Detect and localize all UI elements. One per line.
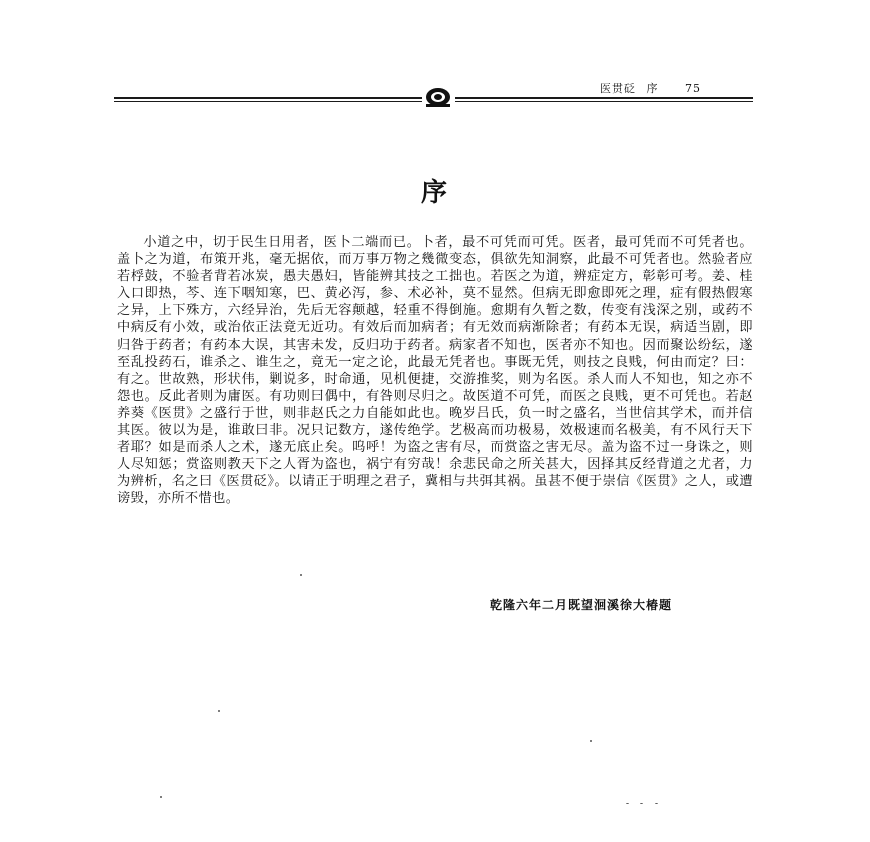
scan-speck [160, 796, 162, 798]
header-rule-right [455, 97, 753, 99]
scan-speck [218, 710, 220, 712]
header-rule-left [114, 97, 422, 99]
scan-speck [640, 803, 643, 804]
scan-speck [626, 803, 629, 804]
page-header [0, 0, 870, 110]
running-head-section: 序 [646, 82, 659, 95]
scan-speck [655, 803, 658, 804]
running-head-book-title: 医贯砭 [600, 82, 636, 95]
scan-speck [300, 574, 302, 576]
header-rule-right-thin [455, 101, 753, 102]
header-rule-left-thin [114, 101, 422, 102]
scan-speck [590, 740, 592, 742]
page-title: 序 [420, 178, 449, 208]
running-head [600, 80, 701, 96]
preface-paragraph: 小道之中，切于民生日用者，医卜二端而已。卜者，最不可凭而可凭。医者，最可凭而不可凭者也。盖卜之为道，布策开兆，毫无据依，而万事万物之幾微变态，俱欲先知洞察，此最不可凭者也。然验者应若桴鼓，不验者背若冰炭，愚夫愚妇，皆能辨其技之工拙也。若医之为道，辨症定方，彰彰可考。姜、桂入口即热，芩、连下咽知寒，巴、黄必泻，参、术必补，莫不显然。但病无即愈即死之理，症有假热假寒之异，上下殊方，六经异治，先后无容颠越，轻重不得倒施。愈期有久暂之数，传变有浅深之别，或药不中病反有小效，或治依正法竟无近功。有效后而加病者；有无效而病渐除者；有药本无误，病适当剧，即归咎于药者；有药本大误，其害未发，反归功于药者。病家者不知也，医者亦不知也。因而聚讼纷纭，遂至乱投药石，谁杀之、谁生之，竟无一定之论，此最无凭者也。事既无凭，则技之良贱，何由而定？曰：有之。世故熟，形状伟，剿说多，时命通，见机便捷，交游推奖，则为名医。杀人而人不知也，知之亦不怨也。反此者则为庸医。有功则曰偶中，有咎则尽归之。故医道不可凭，而医之良贱，更不可凭也。若赵养葵《医贯》之盛行于世，则非赵氏之力自能如此也。晚岁吕氏，负一时之盛名，当世信其学术，而并信其医。彼以为是，谁敢曰非。况只记数方，遂传绝学。艺极高而功极易，效极速而名极美，有不风行天下者耶？如是而杀人之术，遂无底止矣。呜呼！为盗之害有尽，而赏盗之害无尽。盖为盗不过一身诛之，则人尽知惩；赏盗则教天下之人胥为盗也，祸宁有穷哉！余悲民命之所关甚大，因择其反经背道之尤者，力为辨析，名之曰《医贯砭》。以请正于明理之君子，冀相与共弭其祸。虽甚不便于崇信《医贯》之人，或遭谤毁，亦所不惜也。 [117, 235, 753, 507]
preface-body [117, 234, 753, 508]
signature-line: 乾隆六年二月既望洄溪徐大椿题 [490, 598, 673, 612]
page-number: 75 [685, 82, 701, 95]
ornament-emblem-icon [424, 86, 452, 108]
